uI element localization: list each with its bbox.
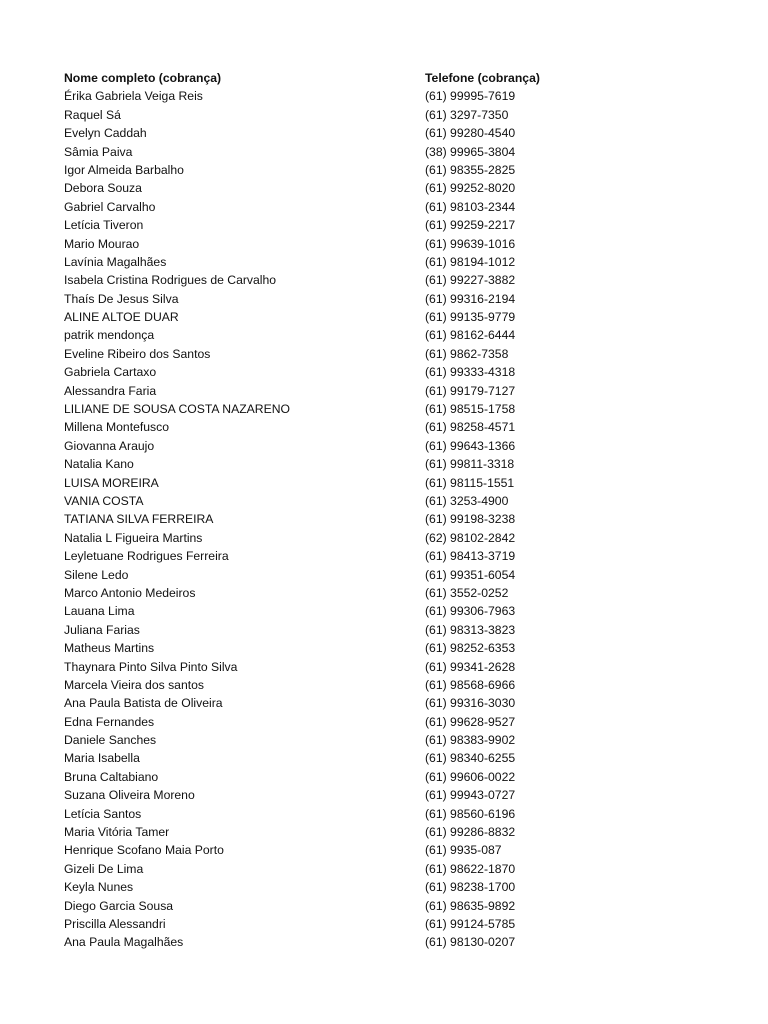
name-cell: ALINE ALTOE DUAR <box>64 310 179 325</box>
name-cell: Edna Fernandes <box>64 714 155 729</box>
phone-cell: (61) 99316-2194 <box>425 291 516 306</box>
table-row <box>64 602 724 620</box>
table-row <box>64 786 724 804</box>
table-row <box>64 860 724 878</box>
phone-cell: (61) 99606-0022 <box>425 769 516 784</box>
phone-cell: (61) 99280-4540 <box>425 126 516 141</box>
phone-cell: (61) 98560-6196 <box>425 806 516 821</box>
table-row <box>64 455 724 473</box>
phone-cell: (61) 99333-4318 <box>425 365 516 380</box>
table-row <box>64 878 724 896</box>
phone-cell: (61) 98238-1700 <box>425 880 516 895</box>
name-cell: Daniele Sanches <box>64 733 157 748</box>
phone-cell: (61) 98413-3719 <box>425 549 516 564</box>
table-row <box>64 382 724 400</box>
name-cell: Thaís De Jesus Silva <box>64 291 179 306</box>
name-cell: Maria Vitória Tamer <box>64 825 170 840</box>
phone-cell: (61) 99198-3238 <box>425 512 516 527</box>
name-cell: Mario Mourao <box>64 236 140 251</box>
phone-cell: (61) 98103-2344 <box>425 199 516 214</box>
name-cell: Priscilla Alessandri <box>64 916 166 931</box>
table-row <box>64 253 724 271</box>
name-cell: TATIANA SILVA FERREIRA <box>64 512 214 527</box>
table-row <box>64 271 724 289</box>
name-cell: Juliana Farias <box>64 622 140 637</box>
table-row <box>64 897 724 915</box>
table-row <box>64 915 724 933</box>
phone-cell: (61) 98162-6444 <box>425 328 516 343</box>
table-row <box>64 216 724 234</box>
table-row <box>64 345 724 363</box>
name-cell: Suzana Oliveira Moreno <box>64 788 195 803</box>
table-row <box>64 584 724 602</box>
name-cell: Igor Almeida Barbalho <box>64 162 184 177</box>
table-row <box>64 547 724 565</box>
phone-cell: (61) 98515-1758 <box>425 402 516 417</box>
phone-cell: (61) 99306-7963 <box>425 604 516 619</box>
name-cell: Millena Montefusco <box>64 420 169 435</box>
name-cell: Keyla Nunes <box>64 880 134 895</box>
name-cell: Debora Souza <box>64 181 142 196</box>
name-cell: Alessandra Faria <box>64 383 157 398</box>
column-header-phone: Telefone (cobrança) <box>425 71 540 85</box>
table-row <box>64 87 724 105</box>
phone-cell: (61) 9862-7358 <box>425 346 509 361</box>
name-cell: Natalia L Figueira Martins <box>64 530 203 545</box>
name-cell: Gizeli De Lima <box>64 861 144 876</box>
name-cell: Marco Antonio Medeiros <box>64 585 196 600</box>
phone-cell: (61) 98258-4571 <box>425 420 516 435</box>
phone-cell: (61) 99179-7127 <box>425 383 516 398</box>
phone-cell: (62) 98102-2842 <box>425 530 516 545</box>
table-row <box>64 933 724 951</box>
table-row <box>64 510 724 528</box>
table-row <box>64 198 724 216</box>
phone-cell: (61) 99341-2628 <box>425 659 516 674</box>
phone-cell: (61) 98115-1551 <box>425 475 515 490</box>
name-cell: Raquel Sá <box>64 107 121 122</box>
table-row <box>64 823 724 841</box>
name-cell: patrik mendonça <box>64 328 155 343</box>
name-cell: Marcela Vieira dos santos <box>64 677 205 692</box>
contact-table <box>64 69 724 952</box>
phone-cell: (61) 99995-7619 <box>425 89 516 104</box>
phone-cell: (61) 98340-6255 <box>425 751 516 766</box>
phone-cell: (61) 3297-7350 <box>425 107 509 122</box>
name-cell: Isabela Cristina Rodrigues de Carvalho <box>64 273 277 288</box>
phone-cell: (61) 3253-4900 <box>425 493 509 508</box>
phone-cell: (61) 99643-1366 <box>425 438 516 453</box>
phone-cell: (61) 99124-5785 <box>425 916 516 931</box>
name-cell: Henrique Scofano Maia Porto <box>64 843 224 858</box>
table-row <box>64 179 724 197</box>
phone-cell: (61) 99943-0727 <box>425 788 516 803</box>
phone-cell: (61) 99811-3318 <box>425 457 515 472</box>
phone-cell: (61) 98622-1870 <box>425 861 516 876</box>
table-row <box>64 474 724 492</box>
phone-cell: (61) 99286-8832 <box>425 825 516 840</box>
name-cell: Giovanna Araujo <box>64 438 155 453</box>
name-cell: Silene Ledo <box>64 567 129 582</box>
table-row <box>64 749 724 767</box>
table-row <box>64 400 724 418</box>
phone-cell: (61) 99628-9527 <box>425 714 516 729</box>
name-cell: Leyletuane Rodrigues Ferreira <box>64 549 229 564</box>
phone-cell: (61) 9935-087 <box>425 843 502 858</box>
name-cell: Letícia Tiveron <box>64 218 144 233</box>
name-cell: Gabriel Carvalho <box>64 199 156 214</box>
name-cell: VANIA COSTA <box>64 493 144 508</box>
table-row <box>64 841 724 859</box>
table-row <box>64 326 724 344</box>
table-row <box>64 676 724 694</box>
phone-cell: (61) 98355-2825 <box>425 162 516 177</box>
table-header-row <box>64 69 724 87</box>
phone-cell: (61) 3552-0252 <box>425 585 509 600</box>
table-row <box>64 290 724 308</box>
phone-cell: (61) 99227-3882 <box>425 273 516 288</box>
name-cell: Letícia Santos <box>64 806 142 821</box>
table-row <box>64 492 724 510</box>
table-row <box>64 143 724 161</box>
column-header-name: Nome completo (cobrança) <box>64 71 222 85</box>
phone-cell: (61) 98130-0207 <box>425 935 516 950</box>
phone-cell: (38) 99965-3804 <box>425 144 516 159</box>
name-cell: Eveline Ribeiro dos Santos <box>64 346 211 361</box>
phone-cell: (61) 98383-9902 <box>425 733 516 748</box>
name-cell: Lavínia Magalhães <box>64 254 167 269</box>
table-row <box>64 768 724 786</box>
table-row <box>64 658 724 676</box>
table-row <box>64 308 724 326</box>
phone-cell: (61) 98194-1012 <box>425 254 516 269</box>
table-row <box>64 124 724 142</box>
name-cell: Ana Paula Magalhães <box>64 935 184 950</box>
table-row <box>64 621 724 639</box>
name-cell: LILIANE DE SOUSA COSTA NAZARENO <box>64 402 290 417</box>
phone-cell: (61) 99259-2217 <box>425 218 516 233</box>
name-cell: Gabriela Cartaxo <box>64 365 157 380</box>
phone-cell: (61) 98568-6966 <box>425 677 516 692</box>
name-cell: Natalia Kano <box>64 457 134 472</box>
phone-cell: (61) 99252-8020 <box>425 181 516 196</box>
name-cell: Diego Garcia Sousa <box>64 898 174 913</box>
table-row <box>64 805 724 823</box>
table-row <box>64 363 724 381</box>
table-row <box>64 437 724 455</box>
phone-cell: (61) 98635-9892 <box>425 898 516 913</box>
table-row <box>64 713 724 731</box>
table-row <box>64 161 724 179</box>
table-row <box>64 731 724 749</box>
phone-cell: (61) 98313-3823 <box>425 622 516 637</box>
table-row <box>64 639 724 657</box>
phone-cell: (61) 99316-3030 <box>425 696 516 711</box>
phone-cell: (61) 99639-1016 <box>425 236 516 251</box>
table-body <box>64 87 724 951</box>
name-cell: Evelyn Caddah <box>64 126 147 141</box>
name-cell: Ana Paula Batista de Oliveira <box>64 696 223 711</box>
phone-cell: (61) 99135-9779 <box>425 310 516 325</box>
table-row <box>64 235 724 253</box>
phone-cell: (61) 99351-6054 <box>425 567 516 582</box>
table-row <box>64 106 724 124</box>
name-cell: Matheus Martins <box>64 641 155 656</box>
table-row <box>64 566 724 584</box>
table-row <box>64 694 724 712</box>
name-cell: Sâmia Paiva <box>64 144 133 159</box>
name-cell: LUISA MOREIRA <box>64 475 159 490</box>
table-row <box>64 418 724 436</box>
name-cell: Maria Isabella <box>64 751 140 766</box>
phone-cell: (61) 98252-6353 <box>425 641 516 656</box>
name-cell: Lauana Lima <box>64 604 135 619</box>
name-cell: Thaynara Pinto Silva Pinto Silva <box>64 659 238 674</box>
name-cell: Érika Gabriela Veiga Reis <box>64 89 203 104</box>
table-row <box>64 529 724 547</box>
name-cell: Bruna Caltabiano <box>64 769 159 784</box>
